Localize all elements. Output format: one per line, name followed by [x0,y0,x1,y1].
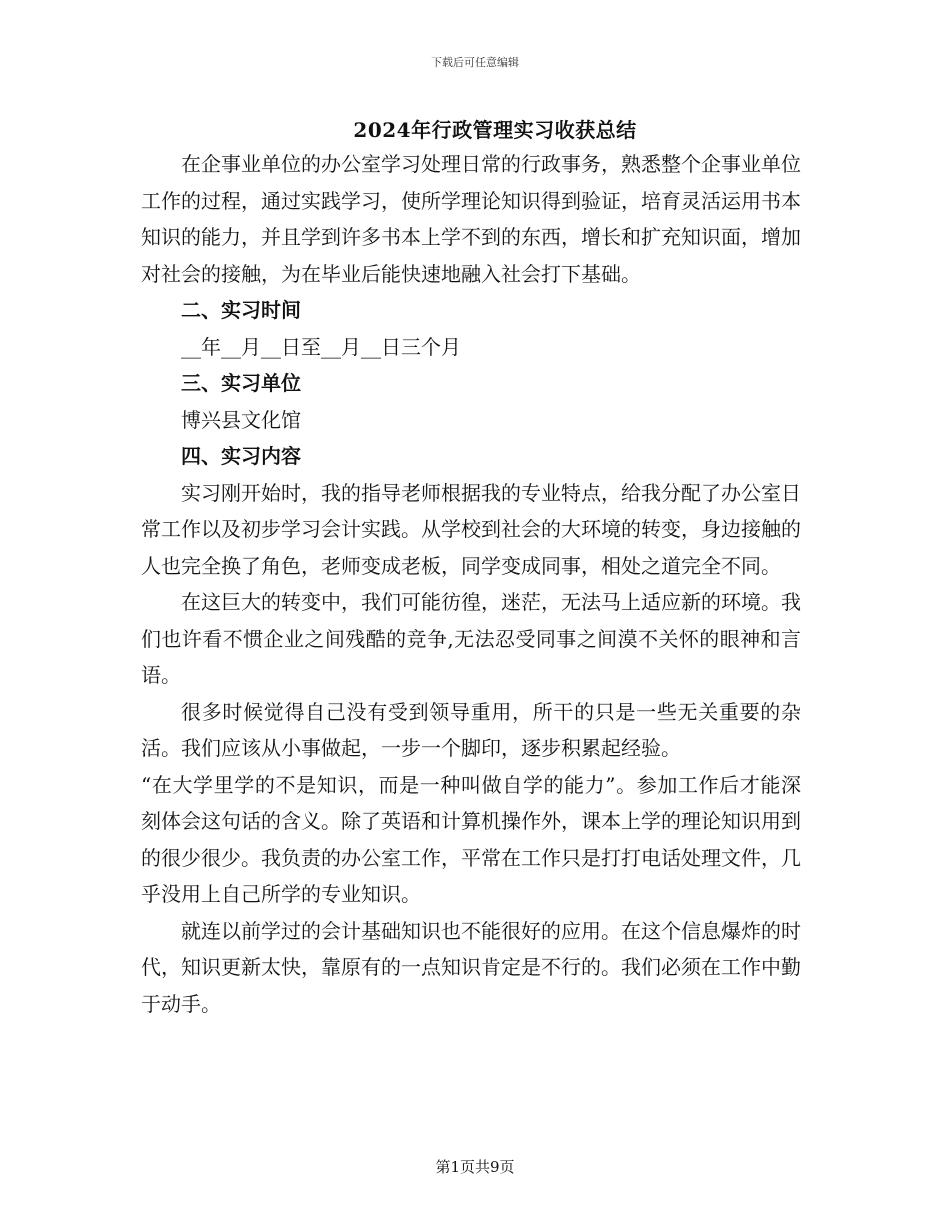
section-text-unit: 博兴县文化馆 [181,407,301,432]
section-text-time: __年__月__日至__月__日三个月 [181,334,461,359]
content-paragraph-5: 就连以前学过的会计基础知识也不能很好的应用。在这个信息爆炸的时代，知识更新太快，靠原有的一点知识肯定是不行的。我们必须在工作中勤于动手。 [141,918,801,1016]
document-body [141,146,801,1022]
header-note: 下载后可任意编辑 [431,56,519,69]
page-number: 第1页共9页 [435,1158,515,1176]
intro-paragraph: 在企事业单位的办公室学习处理日常的行政事务，熟悉整个企事业单位工作的过程，通过实践学习，使所学理论知识得到验证，培育灵活运用书本知识的能力，并且学到许多书本上学不到的东西，增长和扩充知识面，增加对社会的接触，为在毕业后能快速地融入社会打下基础。 [141,152,801,286]
content-paragraph-2: 在这巨大的转变中，我们可能彷徨，迷茫，无法马上适应新的环境。我们也许看不惯企业之间残酷的竞争,无法忍受同事之间漠不关怀的眼神和言语。 [141,590,801,687]
content-paragraph-4: “在大学里学的不是知识，而是一种叫做自学的能力”。参加工作后才能深刻体会这句话的含义。除了英语和计算机操作外，课本上学的理论知识用到的很少很少。我负责的办公室工作，平常在工作只是打打电话处理文件，几乎没用上自己所学的专业知识。 [141,772,801,906]
content-paragraph-1: 实习刚开始时，我的指导老师根据我的专业特点，给我分配了办公室日常工作以及初步学习会计实践。从学校到社会的大环境的转变，身边接触的人也完全换了角色，老师变成老板，同学变成同事，相处之道完全不同。 [141,480,801,578]
section-heading-content: 四、实习内容 [181,444,301,468]
content-paragraph-3: 很多时候觉得自己没有受到领导重用，所干的只是一些无关重要的杂活。我们应该从小事做起，一步一个脚印，逐步积累起经验。 [141,699,801,760]
section-heading-time: 二、实习时间 [181,298,301,322]
section-heading-unit: 三、实习单位 [181,371,301,395]
document-title: 2024年行政管理实习收获总结 [353,118,637,142]
